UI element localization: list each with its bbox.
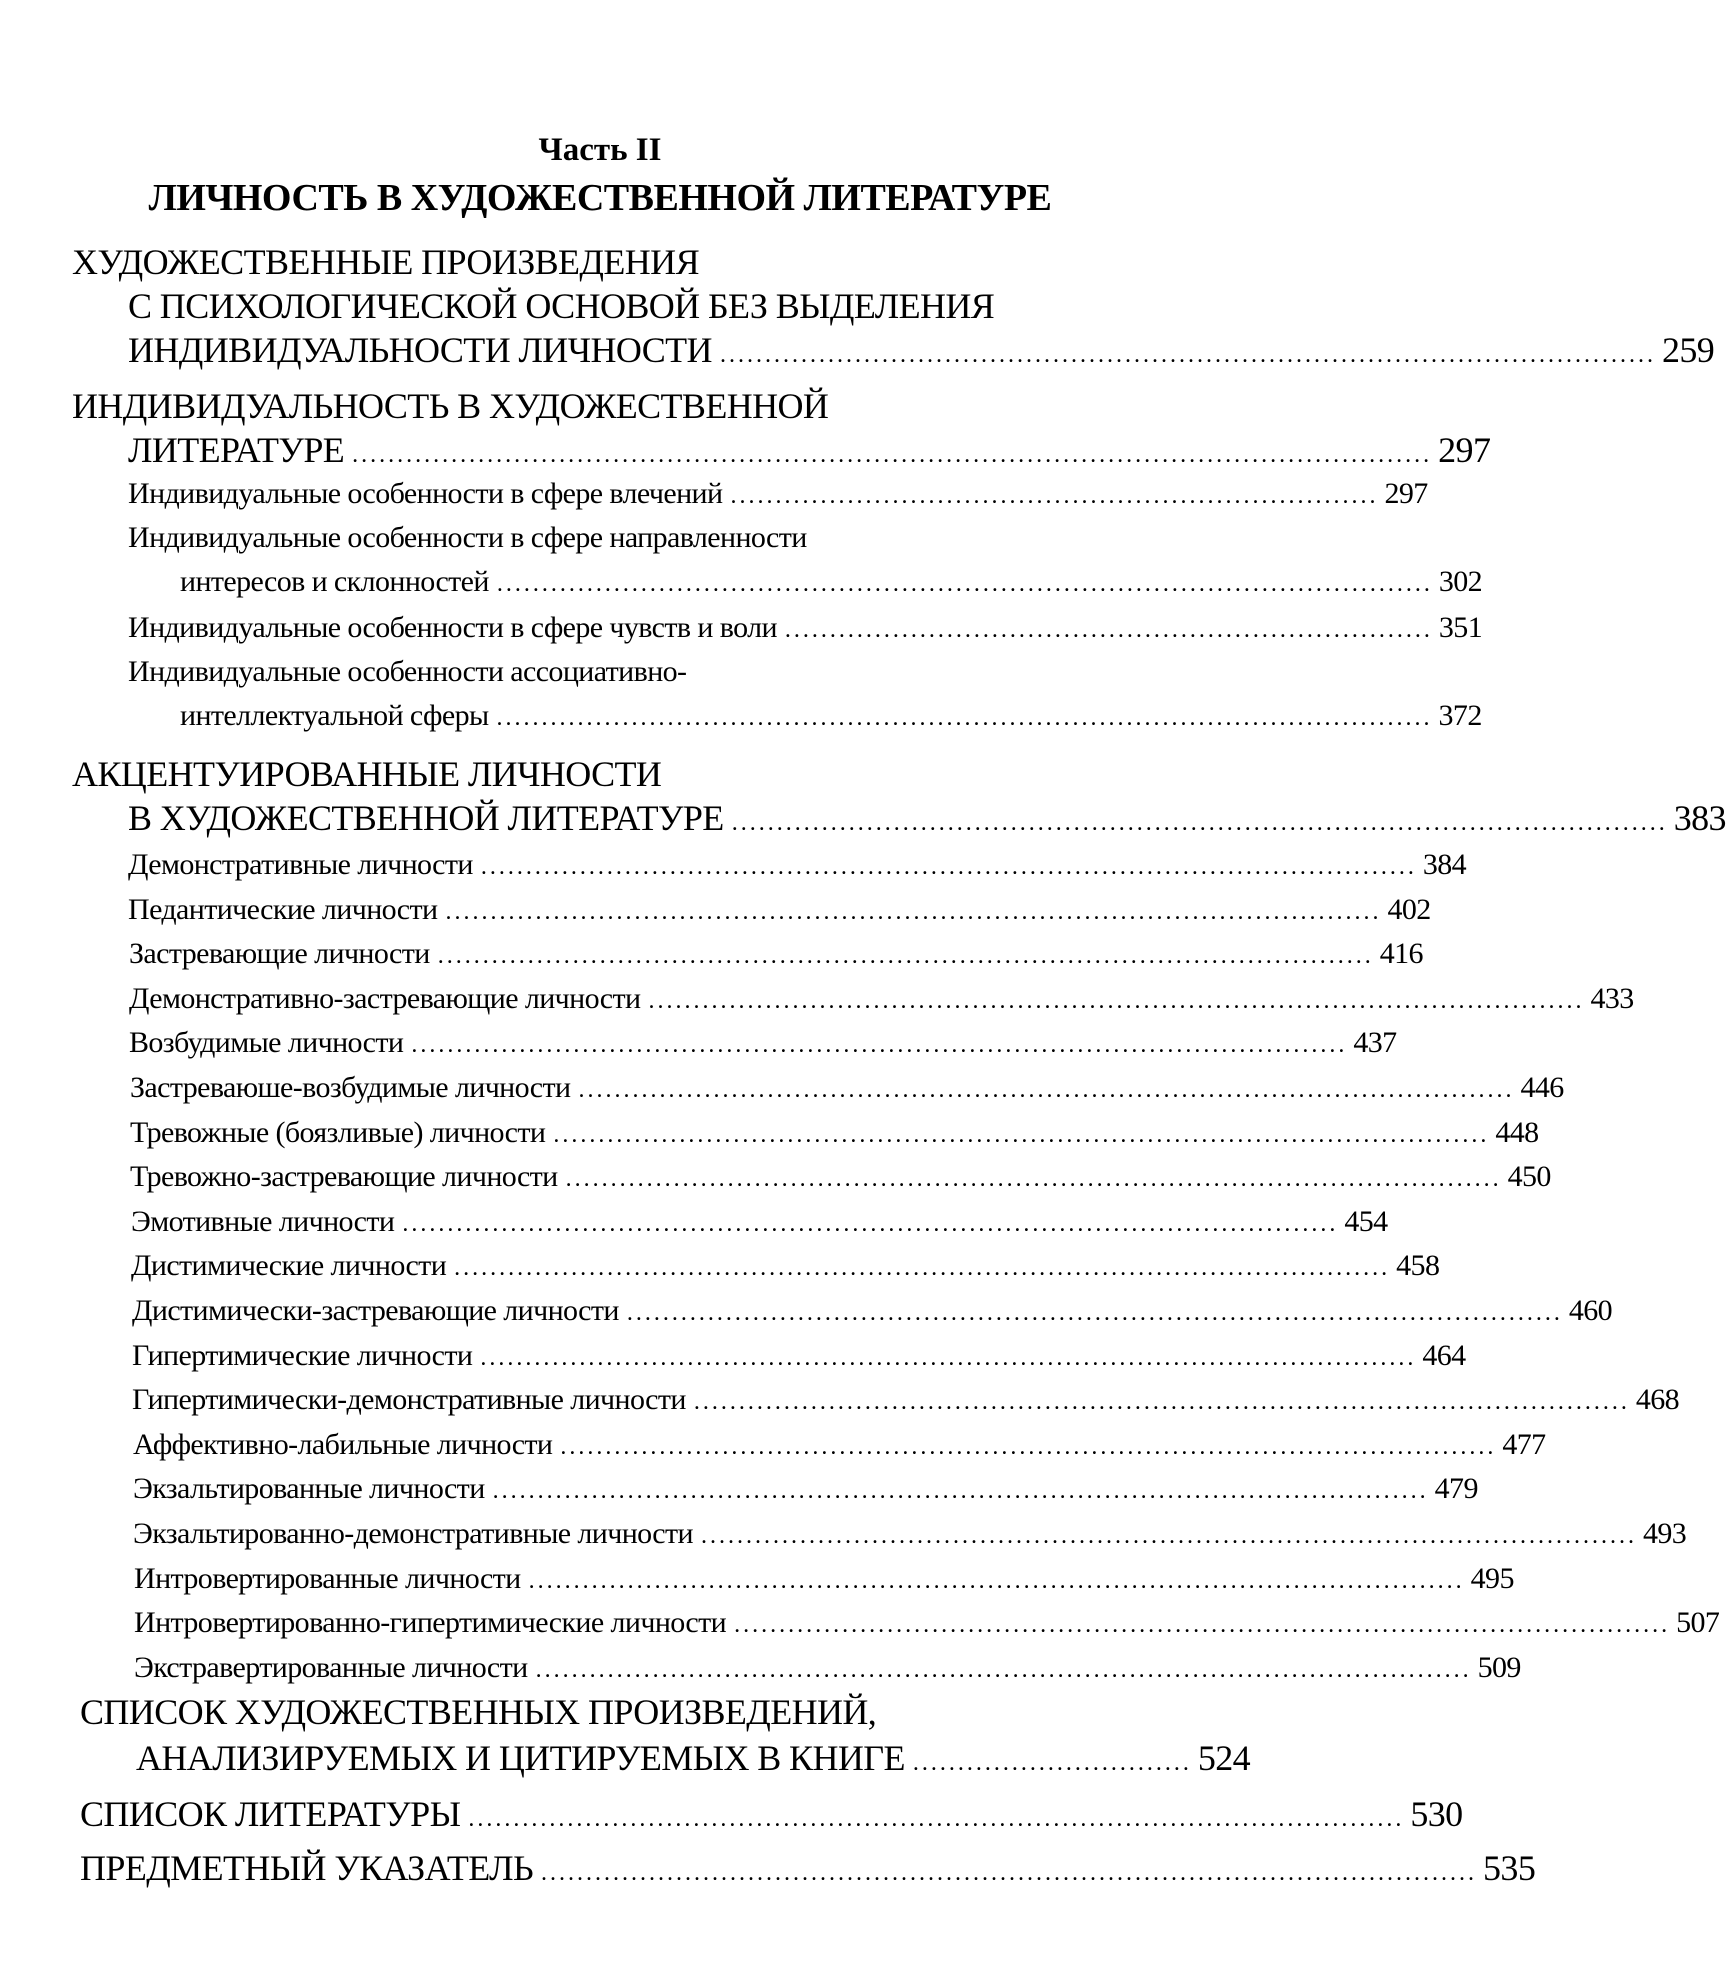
toc-entry-text: Дистимические личности bbox=[131, 1249, 447, 1282]
page-number: 259 bbox=[1661, 330, 1715, 370]
page-number: 479 bbox=[1434, 1472, 1478, 1505]
part-title: ЛИЧНОСТЬ В ХУДОЖЕСТВЕННОЙ ЛИТЕРАТУРЕ bbox=[148, 177, 1052, 219]
toc-entry[interactable] bbox=[129, 979, 1634, 1021]
page-number: 372 bbox=[1438, 699, 1482, 732]
toc-entry-text: Демонстративно-застревающие личности bbox=[129, 982, 641, 1015]
toc-entry-text: В ХУДОЖЕСТВЕННОЙ ЛИТЕРАТУРЕ bbox=[128, 798, 724, 838]
page-number: 448 bbox=[1495, 1116, 1539, 1149]
page-number: 351 bbox=[1438, 611, 1483, 644]
toc-entry-text: интеллектуальной сферы bbox=[180, 699, 489, 732]
toc-entry-text: Аффективно-лабильные личности bbox=[133, 1428, 553, 1461]
toc-entry-text: интересов и склонностей bbox=[180, 565, 489, 598]
leader-dots: ........................................................................................................ bbox=[535, 1657, 1472, 1683]
toc-heading-cont bbox=[128, 284, 1128, 328]
toc-entry-text: Интровертированно-гипертимические личности bbox=[134, 1606, 727, 1639]
toc-entry[interactable] bbox=[132, 1291, 1613, 1333]
page-number: 446 bbox=[1520, 1071, 1564, 1104]
page-number: 460 bbox=[1568, 1294, 1613, 1327]
leader-dots: ........................................................................................................ bbox=[731, 810, 1668, 836]
leader-dots: ........................................................................................................ bbox=[560, 1434, 1497, 1460]
page-number: 495 bbox=[1470, 1562, 1514, 1595]
toc-entry[interactable] bbox=[134, 1648, 1521, 1690]
toc-entry-line1 bbox=[128, 518, 1112, 558]
toc-heading-text: С ПСИХОЛОГИЧЕСКОЙ ОСНОВОЙ БЕЗ ВЫДЕЛЕНИЯ bbox=[128, 286, 995, 326]
toc-entry-text: Экзальтированно-демонстративные личности bbox=[133, 1517, 693, 1550]
leader-dots: ........................................................................................................ bbox=[528, 1568, 1465, 1594]
page-number: 468 bbox=[1635, 1383, 1680, 1416]
toc-entry-text: Застревающие личности bbox=[129, 937, 430, 970]
leader-dots: ........................................................................................................ bbox=[445, 899, 1382, 925]
page-number: 507 bbox=[1676, 1606, 1720, 1639]
page-number: 302 bbox=[1438, 565, 1483, 598]
page-number: 433 bbox=[1590, 982, 1634, 1015]
toc-entry[interactable] bbox=[132, 1380, 1680, 1422]
part-label: Часть II bbox=[538, 132, 662, 168]
toc-entry-text: Индивидуальные особенности в сфере влечений bbox=[128, 477, 723, 510]
toc-entry-line1 bbox=[128, 652, 1112, 692]
page-number: 458 bbox=[1396, 1249, 1440, 1282]
page-number: 524 bbox=[1197, 1738, 1251, 1778]
toc-heading bbox=[72, 752, 1112, 796]
toc-entry[interactable] bbox=[128, 328, 1715, 377]
leader-dots: ............................... bbox=[912, 1750, 1192, 1776]
page-number: 493 bbox=[1642, 1517, 1687, 1550]
page-number: 297 bbox=[1384, 477, 1428, 510]
toc-entry[interactable] bbox=[132, 1336, 1466, 1378]
page-number: 383 bbox=[1673, 798, 1726, 838]
toc-entry-text: Индивидуальные особенности ассоциативно- bbox=[128, 655, 687, 688]
leader-dots: ........................................................................................................ bbox=[402, 1211, 1339, 1237]
toc-entry[interactable] bbox=[129, 1023, 1397, 1065]
leader-dots: ........................................................................................................................ bbox=[352, 442, 1433, 468]
toc-entry[interactable] bbox=[136, 1736, 1251, 1785]
toc-entry[interactable] bbox=[131, 1246, 1440, 1288]
toc-entry[interactable] bbox=[131, 1202, 1388, 1244]
leader-dots: ........................................................................ bbox=[730, 483, 1379, 509]
leader-dots: ........................................................................................................ bbox=[541, 1860, 1478, 1886]
toc-entry-text: Дистимически-застревающие личности bbox=[132, 1294, 619, 1327]
toc-heading bbox=[80, 1690, 1120, 1734]
toc-heading bbox=[72, 384, 1112, 428]
toc-entry[interactable] bbox=[80, 1846, 1536, 1895]
toc-entry[interactable] bbox=[134, 1559, 1514, 1601]
leader-dots: ........................................................................................................ bbox=[719, 342, 1656, 368]
toc-entry-text: Гипертимические личности bbox=[132, 1339, 473, 1372]
leader-dots: ........................................................................................................ bbox=[454, 1255, 1391, 1281]
toc-entry-text: Индивидуальные особенности в сфере чувств и воли bbox=[128, 611, 777, 644]
toc-entry-text: Интровертированные личности bbox=[134, 1562, 521, 1595]
page-number: 437 bbox=[1353, 1026, 1397, 1059]
page-number: 535 bbox=[1483, 1848, 1536, 1888]
toc-entry[interactable] bbox=[133, 1425, 1546, 1467]
toc-entry[interactable] bbox=[128, 845, 1467, 887]
toc-entry-text: Демонстративные личности bbox=[128, 848, 473, 881]
leader-dots: ........................................................................................................ bbox=[496, 705, 1433, 731]
toc-entry-text: ЛИТЕРАТУРЕ bbox=[128, 430, 345, 470]
toc-entry[interactable] bbox=[128, 890, 1431, 932]
page-number: 464 bbox=[1422, 1339, 1466, 1372]
toc-entry-text: Эмотивные личности bbox=[131, 1205, 395, 1238]
toc-entry[interactable] bbox=[130, 1157, 1551, 1199]
page-number: 450 bbox=[1507, 1160, 1551, 1193]
page-number: 384 bbox=[1422, 848, 1467, 881]
leader-dots: ........................................................................................................ bbox=[496, 571, 1433, 597]
toc-entry[interactable] bbox=[129, 934, 1423, 976]
leader-dots: ........................................................................................................ bbox=[626, 1300, 1563, 1326]
leader-dots: ........................................................................................................ bbox=[480, 854, 1417, 880]
leader-dots: ........................................................................................................ bbox=[480, 1345, 1417, 1371]
toc-entry[interactable] bbox=[133, 1514, 1687, 1556]
toc-entry[interactable] bbox=[134, 1603, 1720, 1645]
leader-dots: ........................................................................................................ bbox=[578, 1077, 1515, 1103]
toc-entry[interactable] bbox=[128, 474, 1428, 516]
toc-entry[interactable] bbox=[80, 1792, 1463, 1841]
toc-heading-text: АКЦЕНТУИРОВАННЫЕ ЛИЧНОСТИ bbox=[72, 754, 662, 794]
leader-dots: ........................................................................................................ bbox=[553, 1122, 1490, 1148]
page-number: 402 bbox=[1387, 893, 1431, 926]
leader-dots: ........................................................................................................ bbox=[437, 943, 1374, 969]
leader-dots: ........................................................................................................ bbox=[468, 1806, 1405, 1832]
toc-heading-text: ИНДИВИДУАЛЬНОСТЬ В ХУДОЖЕСТВЕННОЙ bbox=[72, 386, 829, 426]
toc-entry[interactable] bbox=[128, 796, 1726, 845]
page-number: 416 bbox=[1379, 937, 1423, 970]
leader-dots: ........................................................................................................ bbox=[411, 1032, 1348, 1058]
page-number: 509 bbox=[1477, 1651, 1521, 1684]
toc-entry[interactable] bbox=[130, 1068, 1564, 1110]
toc-entry[interactable] bbox=[133, 1469, 1478, 1511]
toc-entry-text: ПРЕДМЕТНЫЙ УКАЗАТЕЛЬ bbox=[80, 1848, 534, 1888]
toc-entry-text: Гипертимически-демонстративные личности bbox=[132, 1383, 686, 1416]
toc-entry[interactable] bbox=[180, 696, 1482, 738]
toc-entry[interactable] bbox=[180, 562, 1483, 604]
page-number: 477 bbox=[1502, 1428, 1546, 1461]
toc-entry-text: Экстравертированные личности bbox=[134, 1651, 528, 1684]
leader-dots: ........................................................................................................ bbox=[700, 1523, 1637, 1549]
toc-entry-text: ИНДИВИДУАЛЬНОСТИ ЛИЧНОСТИ bbox=[128, 330, 712, 370]
toc-entry-text: Индивидуальные особенности в сфере направленности bbox=[128, 521, 807, 554]
leader-dots: ........................................................................................................ bbox=[565, 1166, 1502, 1192]
toc-entry[interactable] bbox=[130, 1113, 1539, 1155]
leader-dots: ........................................................................................................ bbox=[492, 1478, 1429, 1504]
toc-entry-text: Тревожно-застревающие личности bbox=[130, 1160, 558, 1193]
toc-entry-text: Тревожные (боязливые) личности bbox=[130, 1116, 546, 1149]
toc-heading-text: СПИСОК ХУДОЖЕСТВЕННЫХ ПРОИЗВЕДЕНИЙ, bbox=[80, 1692, 877, 1732]
toc-entry-text: Экзальтированные личности bbox=[133, 1472, 485, 1505]
toc-heading-text: ХУДОЖЕСТВЕННЫЕ ПРОИЗВЕДЕНИЯ bbox=[72, 242, 699, 282]
leader-dots: ........................................................................ bbox=[784, 617, 1433, 643]
leader-dots: ........................................................................................................ bbox=[648, 988, 1585, 1014]
toc-entry[interactable] bbox=[128, 608, 1483, 650]
toc-heading bbox=[72, 240, 1112, 284]
toc-entry-text: СПИСОК ЛИТЕРАТУРЫ bbox=[80, 1794, 461, 1834]
page-number: 454 bbox=[1344, 1205, 1388, 1238]
toc-entry-text: Застреваюше-возбудимые личности bbox=[130, 1071, 571, 1104]
toc-entry-text: Возбудимые личности bbox=[129, 1026, 404, 1059]
toc-entry-text: АНАЛИЗИРУЕМЫХ И ЦИТИРУЕМЫХ В КНИГЕ bbox=[136, 1738, 905, 1778]
toc-entry[interactable] bbox=[128, 428, 1491, 477]
leader-dots: ........................................................................................................ bbox=[734, 1612, 1671, 1638]
page-number: 297 bbox=[1438, 430, 1491, 470]
leader-dots: ........................................................................................................ bbox=[693, 1389, 1630, 1415]
page-number: 530 bbox=[1410, 1794, 1463, 1834]
toc-entry-text: Педантические личности bbox=[128, 893, 438, 926]
